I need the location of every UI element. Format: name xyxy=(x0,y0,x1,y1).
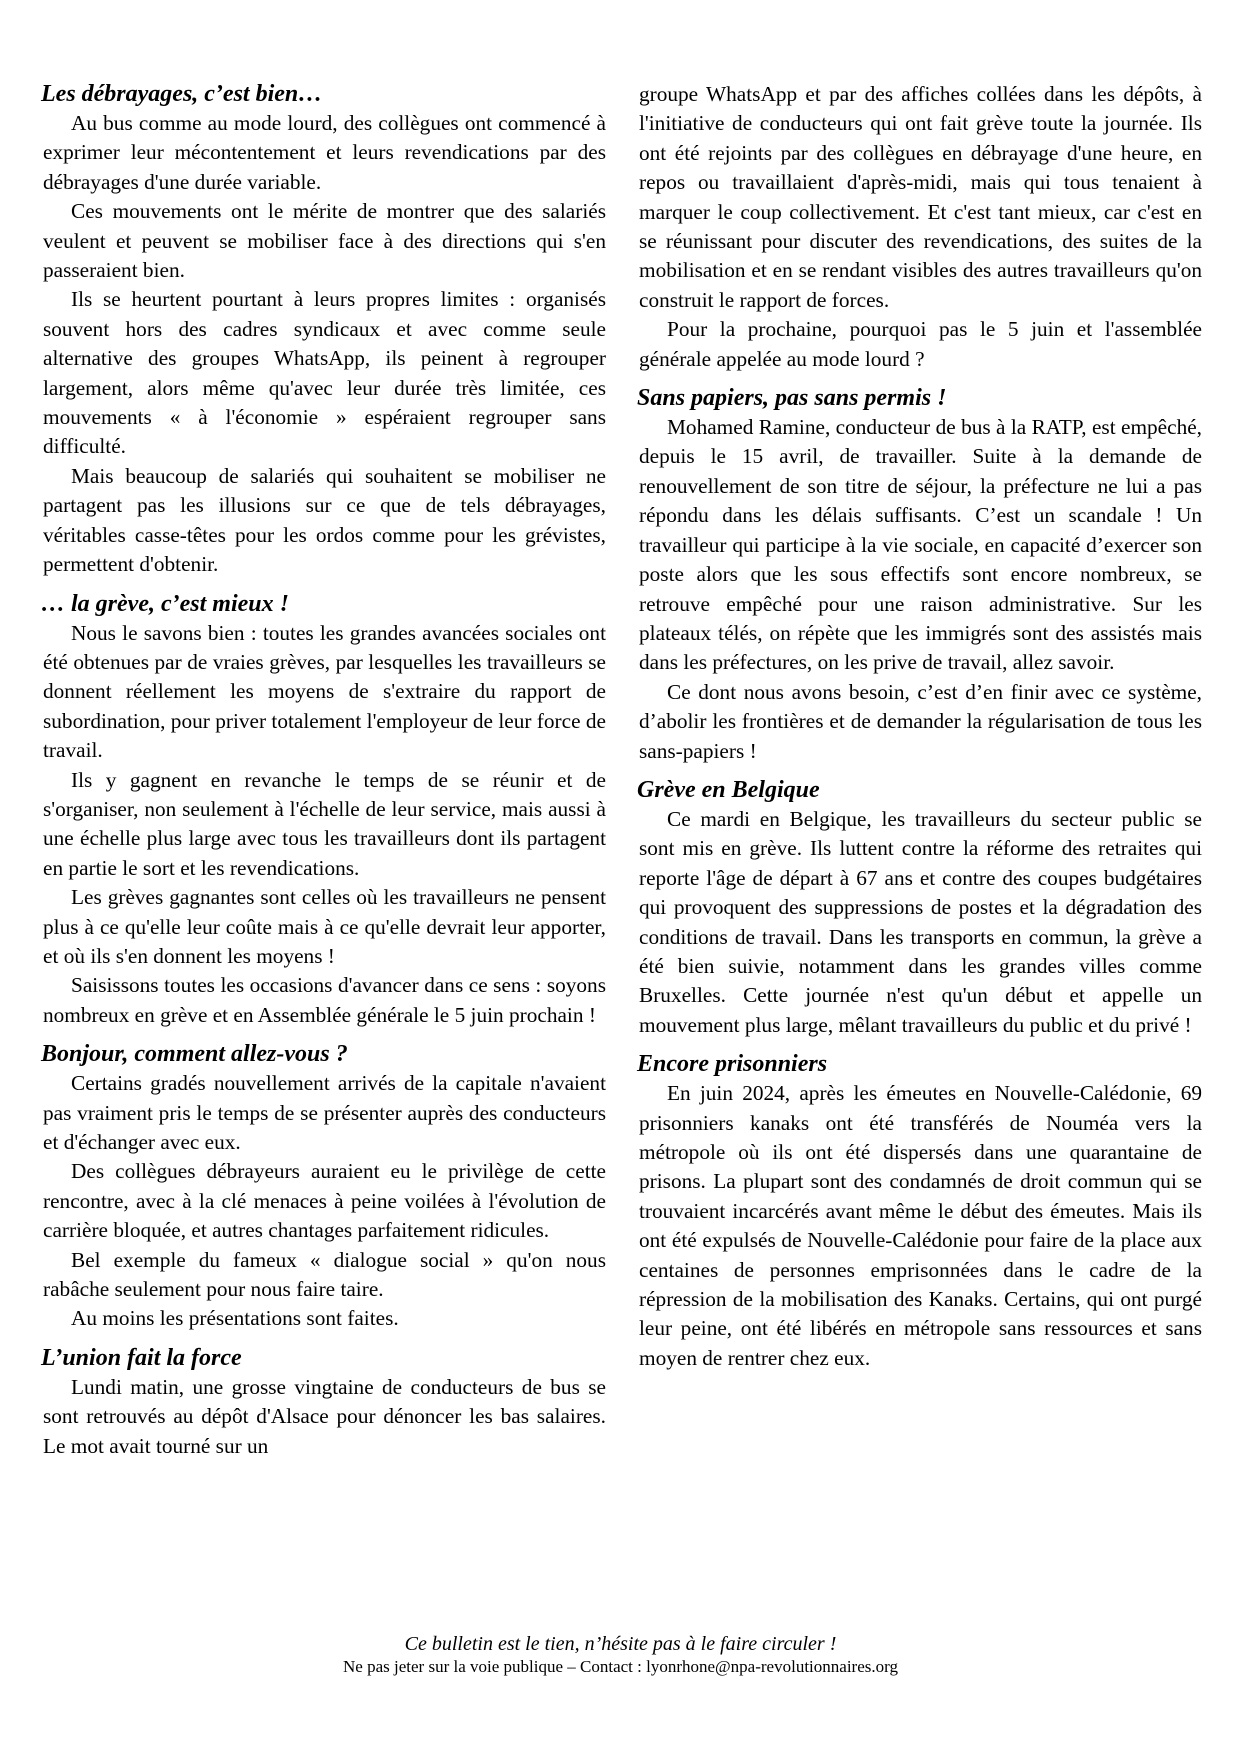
article-paragraph: Mais beaucoup de salariés qui souhaitent se mobiliser ne partagent pas les illusions sur ce que de tels débrayages, véritables casse-têtes pour les ordos comme pour les grévistes, permettent d'obtenir. xyxy=(43,463,606,577)
article-paragraph: Au bus comme au mode lourd, des collègues ont commencé à exprimer leur mécontentement et leurs revendications par des débrayages d'une durée variable. xyxy=(43,111,606,194)
article-paragraph: Bel exemple du fameux « dialogue social » qu'on nous rabâche seulement pour nous faire taire. xyxy=(43,1247,606,1302)
footer-contact: Ne pas jeter sur la voie publique – Contact : lyonrhone@npa-revolutionnaires.org xyxy=(343,1657,898,1676)
article-belgique xyxy=(639,776,1202,1040)
right-column xyxy=(639,80,1202,1471)
bulletin-page xyxy=(43,80,1202,1471)
article-union xyxy=(43,1344,606,1461)
article-bonjour xyxy=(43,1040,606,1334)
article-sans-papiers xyxy=(639,384,1202,766)
article-paragraph: Les grèves gagnantes sont celles où les travailleurs ne pensent plus à ce qu'elle leur coûte mais à ce qu'elle devrait leur apporter, et où ils s'en donnent les moyens ! xyxy=(43,885,606,968)
article-paragraph: Ils y gagnent en revanche le temps de se réunir et de s'organiser, non seulement à l'échelle de leur service, mais aussi à une échelle plus large avec tous les travailleurs dont ils partagent en partie le sort et les revendications. xyxy=(43,767,606,880)
article-paragraph: Ce dont nous avons besoin, c’est d’en finir avec ce système, d’abolir les frontières et de demander la régularisation de tous les sans-papiers ! xyxy=(639,679,1202,763)
article-paragraph: Au moins les présentations sont faites. xyxy=(71,1306,399,1331)
article-paragraph: Saisissons toutes les occasions d'avancer dans ce sens : soyons nombreux en grève et en Assemblée générale le 5 juin prochain ! xyxy=(43,973,606,1027)
article-paragraph: Nous le savons bien : toutes les grandes avancées sociales ont été obtenues par de vraies grèves, par lesquelles les travailleurs se donnent réellement les moyens de s'extraire du rapport de subordination, pour priver totalement l'employeur de leur force de travail. xyxy=(43,620,606,763)
article-title: Les débrayages, c’est bien… xyxy=(41,81,323,107)
article-title: Bonjour, comment allez-vous ? xyxy=(41,1041,348,1068)
article-title: Grève en Belgique xyxy=(637,776,820,803)
article-debrayages xyxy=(43,80,606,580)
article-paragraph: Lundi matin, une grosse vingtaine de conducteurs de bus se sont retrouvés au dépôt d'Alsace pour dénoncer les bas salaires. Le mot avait tourné sur un xyxy=(43,1374,606,1458)
article-title: Sans papiers, pas sans permis ! xyxy=(637,385,947,412)
article-paragraph: Ce mardi en Belgique, les travailleurs du secteur public se sont mis en grève. Ils luttent contre la réforme des retraites qui reporte l'âge de départ à 67 ans et contre des coupes budgétaires qui provoquent des suppressions de postes et la dégradation des conditions de travail. Dans les transports en commun, la grève a été bien suivie, notamment dans les grandes villes comme Bruxelles. Cette journée n'est qu'un début et appelle un mouvement plus large, mêlant travailleurs du public et du privé ! xyxy=(639,806,1202,1037)
article-title: … la grève, c’est mieux ! xyxy=(41,590,289,617)
footer-slogan: Ce bulletin est le tien, n’hésite pas à le faire circuler ! xyxy=(404,1633,837,1655)
article-paragraph: Mohamed Ramine, conducteur de bus à la RATP, est empêché, depuis le 15 avril, de travailler. Suite à la demande de renouvellement de son titre de séjour, la préfecture ne lui a pas répondu dans les délais suffisants. C’est un scandale ! Un travailleur qui participe à la vie sociale, en capacité d’exercer son poste alors que les sous effectifs sont encore nombreux, se retrouve empêché pour une raison administrative. Sur les plateaux télés, on répète que les immigrés sont des assistés mais dans les préfectures, on les prive de travail, allez savoir. xyxy=(639,415,1202,675)
page-footer xyxy=(0,1632,1241,1678)
article-paragraph: groupe WhatsApp et par des affiches collées dans les dépôts, à l'initiative de conducteurs qui ont fait grève toute la journée. Ils ont été rejoints par des collègues en débrayage d'une heure, en repos ou travaillaient d'après-midi, mais qui tous tenaient à marquer le coup collectivement. Et c'est tant mieux, car c'est en se réunissant pour discuter des revendications, des suites de la mobilisation et en se rendant visibles des autres travailleurs qu'on construit le rapport de forces. xyxy=(639,82,1202,312)
article-paragraph: Ces mouvements ont le mérite de montrer que des salariés veulent et peuvent se mobiliser face à des directions qui s'en passeraient bien. xyxy=(43,199,606,283)
article-paragraph: Des collègues débrayeurs auraient eu le privilège de cette rencontre, avec à la clé menaces à peine voilées à l'évolution de carrière bloquée, et autres chantages parfaitement ridicules. xyxy=(43,1159,606,1243)
article-title: Encore prisonniers xyxy=(637,1051,828,1078)
article-paragraph: Ils se heurtent pourtant à leurs propres limites : organisés souvent hors des cadres syndicaux et avec comme seule alternative des groupes WhatsApp, ils peinent à regrouper largement, alors même qu'avec leur durée très limitée, ces mouvements « à l'économie » espéraient regrouper sans difficulté. xyxy=(43,287,606,459)
article-title: L’union fait la force xyxy=(41,1344,242,1371)
article-paragraph: Certains gradés nouvellement arrivés de la capitale n'avaient pas vraiment pris le temps de se présenter auprès des conducteurs et d'échanger avec eux. xyxy=(43,1071,606,1154)
article-union-continued xyxy=(639,80,1202,374)
article-prisonniers xyxy=(639,1050,1202,1373)
article-greve-mieux xyxy=(43,590,606,1031)
left-column xyxy=(43,80,606,1471)
article-paragraph: Pour la prochaine, pourquoi pas le 5 juin et l'assemblée générale appelée au mode lourd ? xyxy=(639,317,1202,371)
article-paragraph: En juin 2024, après les émeutes en Nouvelle-Calédonie, 69 prisonniers kanaks ont été transférés de Nouméa vers la métropole où ils ont été dispersés dans une quarantaine de prisons. La plupart sont des condamnés de droit commun qui se trouvaient incarcérés avant même le début des émeutes. Mais ils ont été expulsés de Nouvelle-Calédonie pour faire de la place aux centaines de personnes emprisonnées dans le cadre de la répression de la mobilisation des Kanaks. Certains, qui ont purgé leur peine, ont été libérés en métropole sans ressources et sans moyen de rentrer chez eux. xyxy=(639,1081,1202,1370)
